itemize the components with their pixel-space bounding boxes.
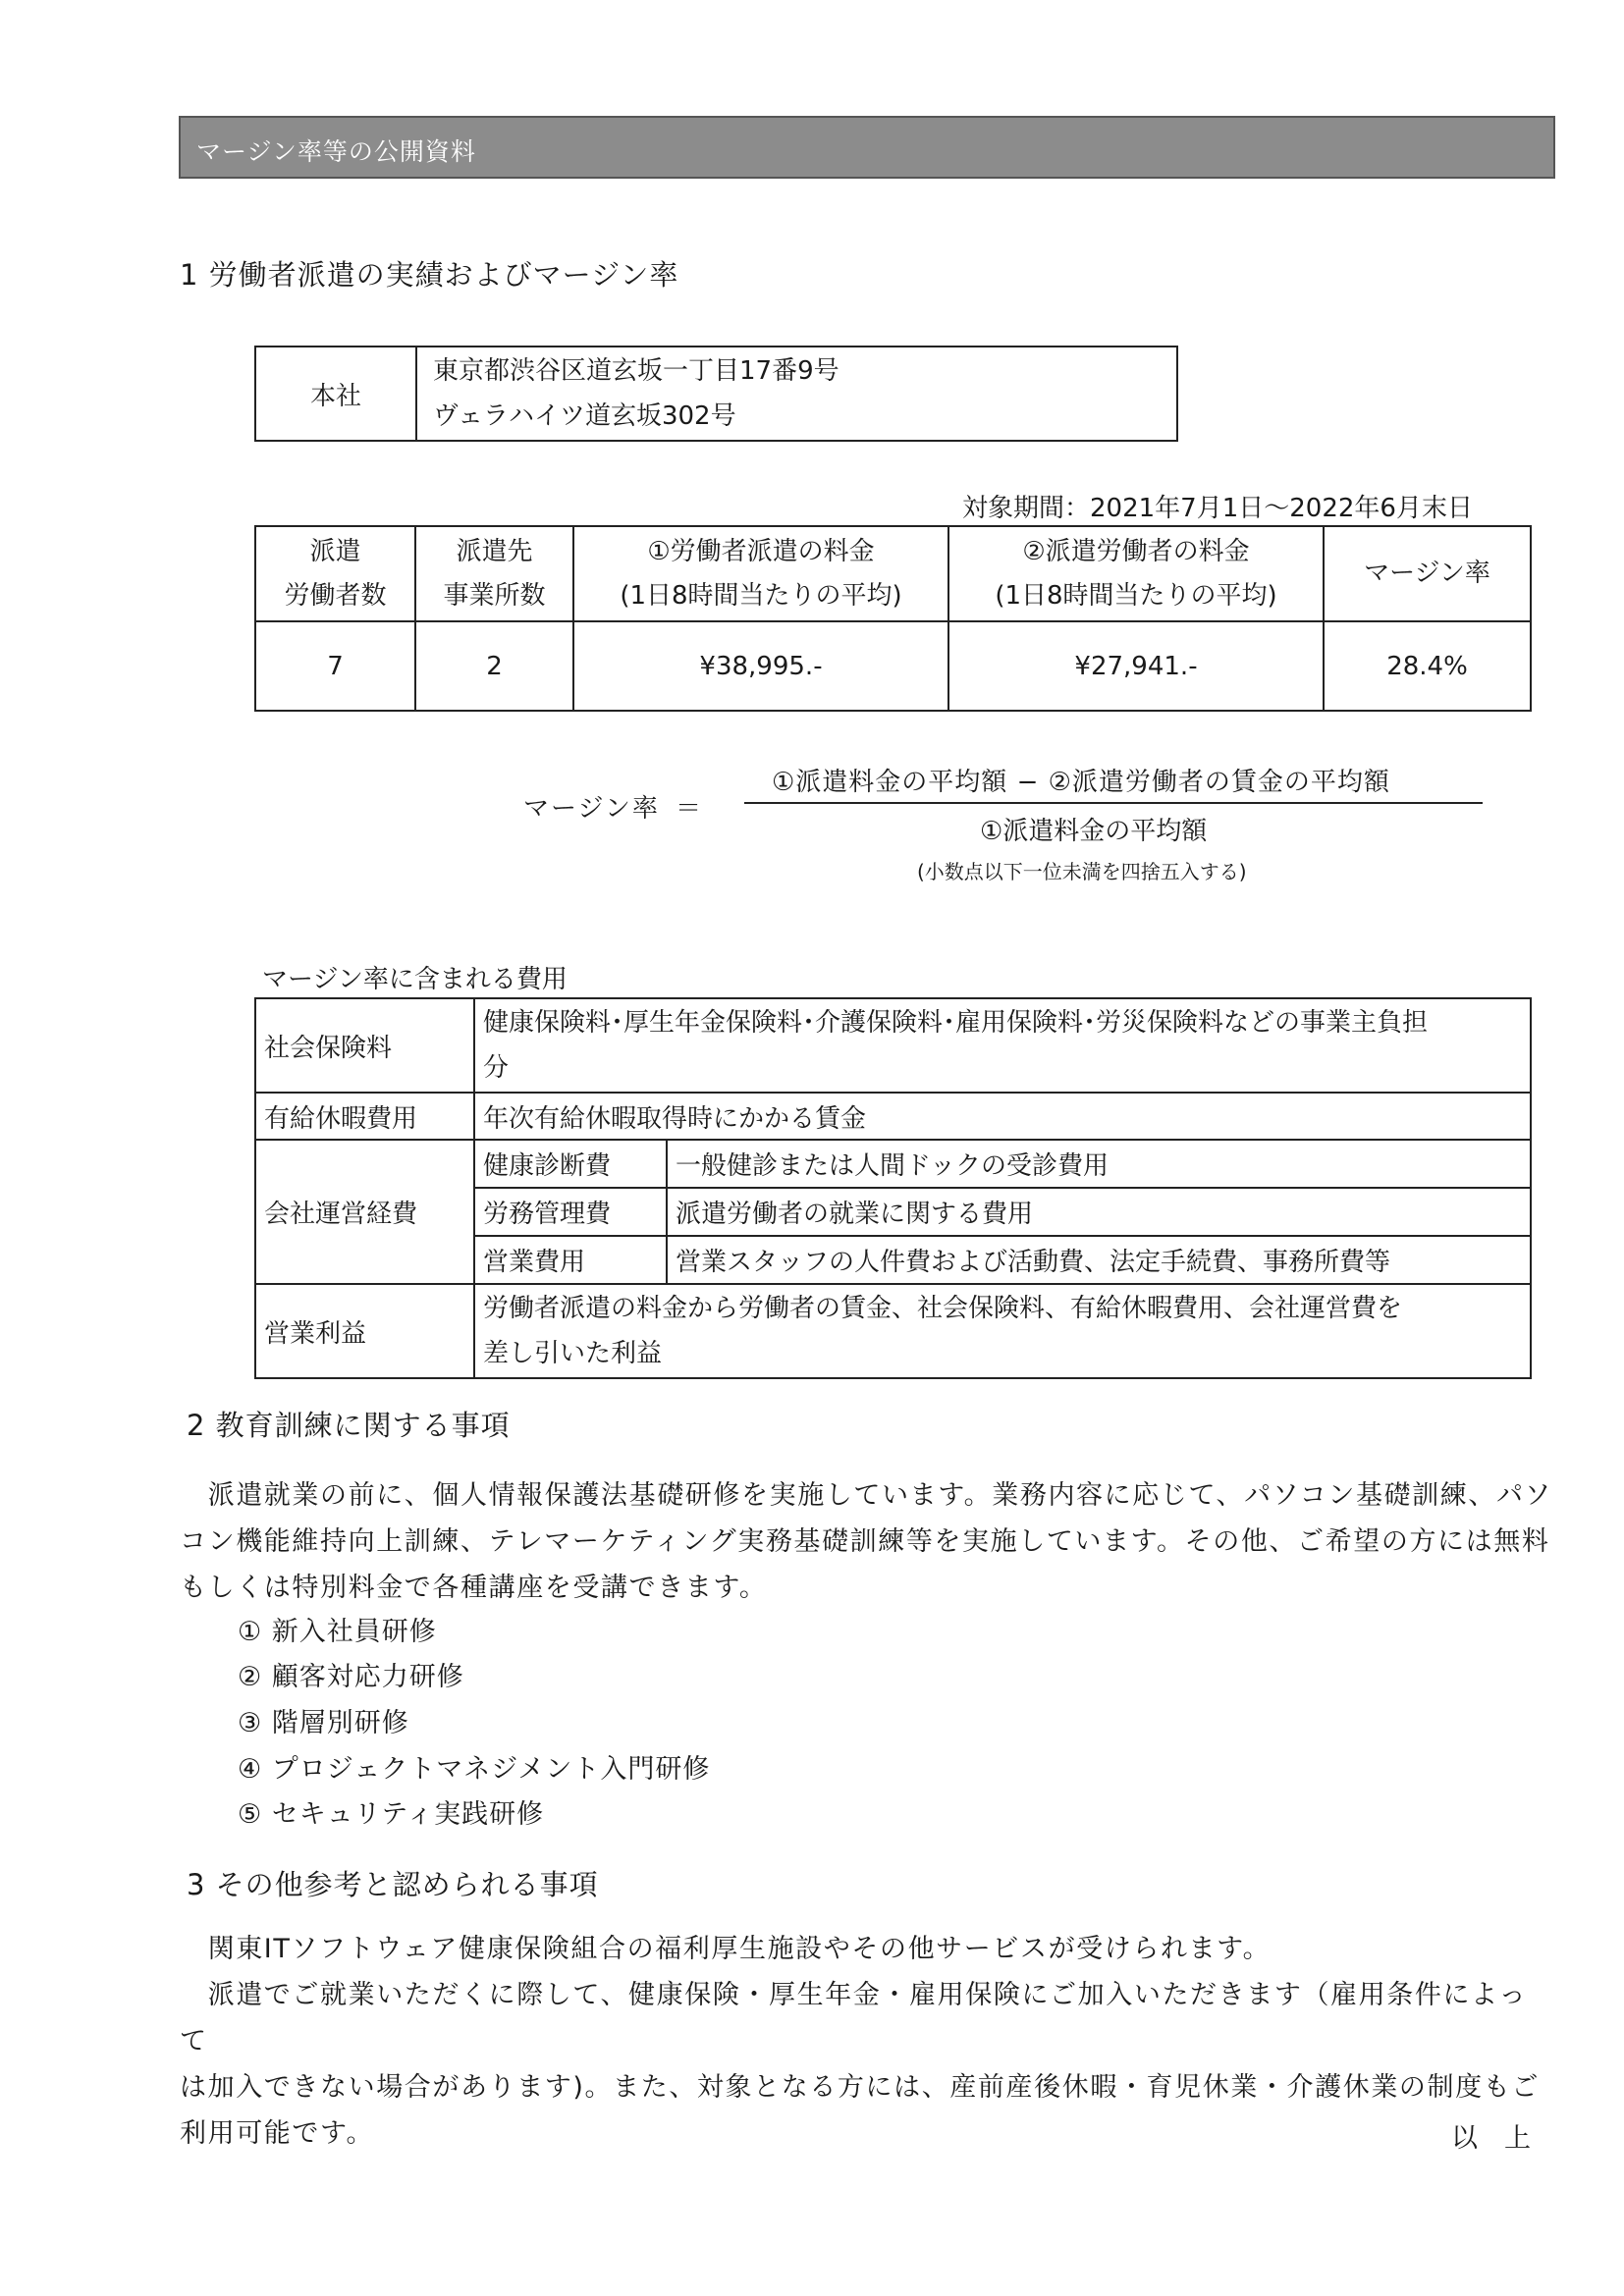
costs-label: 営業利益 — [255, 1284, 474, 1378]
header-margin-rate: マージン率 — [1324, 526, 1531, 621]
results-table — [254, 525, 1532, 712]
costs-subitem-name: 労務管理費 — [474, 1188, 667, 1236]
costs-desc-line: 差し引いた利益 — [483, 1339, 663, 1368]
costs-subitem-desc: 派遣労働者の就業に関する費用 — [667, 1188, 1531, 1236]
header-text: 事業所数 — [443, 580, 546, 611]
paragraph-line: 利用可能です。 — [180, 2118, 375, 2149]
costs-row-paid-leave — [255, 1093, 1531, 1140]
paragraph-line: もしくは特別料金で各種講座を受講できます。 — [180, 1573, 768, 1603]
value-dispatch-fee: ¥38,995.- — [573, 621, 948, 711]
formula-note: (小数点以下一位未満を四捨五入する) — [917, 860, 1247, 883]
costs-row-operating — [255, 1140, 1531, 1188]
training-item: ② 顧客対応力研修 — [238, 1662, 464, 1692]
costs-label: 有給休暇費用 — [255, 1093, 474, 1140]
formula-denominator: ①派遣料金の平均額 — [980, 817, 1208, 846]
document-header-bar — [179, 116, 1555, 179]
office-table — [254, 346, 1178, 442]
results-header-row — [255, 526, 1531, 621]
costs-subitem-name: 健康診断費 — [474, 1140, 667, 1188]
office-address-line1: 東京都渋谷区道玄坂一丁目17番9号 — [433, 356, 839, 386]
value-client-sites: 2 — [415, 621, 573, 711]
header-client-sites — [415, 526, 573, 621]
paragraph-line: 派遣でご就業いただくに際して、健康保険・厚生年金・雇用保険にご加入いただきます（雇用条件によって — [180, 1980, 1528, 2056]
formula-numerator: ①派遣料金の平均額 − ②派遣労働者の賃金の平均額 — [772, 768, 1390, 797]
costs-subitem-desc: 営業スタッフの人件費および活動費、法定手続費、事務所費等 — [667, 1236, 1531, 1284]
section-2-title: 2 教育訓練に関する事項 — [187, 1409, 511, 1442]
closing-remark: 以 上 — [1451, 2123, 1531, 2154]
document-title: マージン率等の公開資料 — [196, 137, 476, 166]
costs-row-profit — [255, 1284, 1531, 1378]
costs-desc — [474, 1284, 1531, 1378]
costs-desc — [474, 998, 1531, 1093]
header-dispatch-fee — [573, 526, 948, 621]
office-label: 本社 — [255, 347, 416, 441]
costs-subitem-desc: 一般健診または人間ドックの受診費用 — [667, 1140, 1531, 1188]
section-1-title: 1 労働者派遣の実績およびマージン率 — [180, 258, 679, 292]
paragraph-line: コン機能維持向上訓練、テレマーケティング実務基礎訓練等を実施しています。その他、ご希望の方には無料 — [180, 1526, 1550, 1557]
training-item: ① 新入社員研修 — [238, 1617, 437, 1647]
header-text: 派遣先 — [456, 536, 533, 566]
header-text: 労働者数 — [284, 580, 387, 611]
formula-equals: ＝ — [676, 794, 702, 824]
paragraph-line: は加入できない場合があります)。また、対象となる方には、産前産後休暇・育児休業・介護休業の制度もご — [180, 2072, 1540, 2103]
paragraph-line: 派遣就業の前に、個人情報保護法基礎研修を実施しています。業務内容に応じて、パソコン基礎訓練、パソ — [180, 1480, 1553, 1511]
period-label: 対象期間：2021年7月1日〜2022年6月末日 — [962, 494, 1473, 523]
value-worker-wage: ¥27,941.- — [948, 621, 1324, 711]
results-data-row — [255, 621, 1531, 711]
header-text: (1日8時間当たりの平均) — [620, 580, 902, 611]
office-address-line2: ヴェラハイツ道玄坂302号 — [433, 401, 736, 431]
header-dispatch-workers — [255, 526, 415, 621]
header-text: 派遣 — [309, 536, 361, 566]
training-item: ⑤ セキュリティ実践研修 — [238, 1799, 545, 1830]
costs-desc-line: 労働者派遣の料金から労働者の賃金、社会保険料、有給休暇費用、会社運営費を — [483, 1294, 1403, 1323]
training-item: ③ 階層別研修 — [238, 1708, 409, 1738]
costs-row-social-insurance — [255, 998, 1531, 1093]
costs-subitem-name: 営業費用 — [474, 1236, 667, 1284]
costs-table — [254, 997, 1532, 1379]
costs-desc: 年次有給休暇取得時にかかる賃金 — [474, 1093, 1531, 1140]
header-text: (1日8時間当たりの平均) — [995, 580, 1277, 611]
section-2-paragraph — [180, 1472, 1554, 1611]
costs-label: 社会保険料 — [255, 998, 474, 1093]
section-3-paragraph — [180, 1926, 1554, 2157]
section-3-title: 3 その他参考と認められる事項 — [187, 1868, 599, 1901]
header-worker-wage — [948, 526, 1324, 621]
costs-label: 会社運営経費 — [255, 1140, 474, 1284]
formula-lhs: マージン率 — [523, 794, 660, 824]
paragraph-line: 関東ITソフトウェア健康保険組合の福利厚生施設やその他サービスが受けられます。 — [180, 1934, 1272, 1964]
formula-fraction-line — [744, 802, 1483, 804]
costs-caption: マージン率に含まれる費用 — [262, 965, 568, 994]
costs-desc-line: 分 — [483, 1053, 510, 1083]
training-item: ④ プロジェクトマネジメント入門研修 — [238, 1754, 711, 1785]
costs-desc-line: 健康保険料･厚生年金保険料･介護保険料･雇用保険料･労災保険料などの事業主負担 — [483, 1008, 1429, 1038]
header-text: ①労働者派遣の料金 — [647, 536, 875, 566]
value-dispatch-workers: 7 — [255, 621, 415, 711]
header-text: ②派遣労働者の料金 — [1022, 536, 1250, 566]
value-margin-rate: 28.4% — [1324, 621, 1531, 711]
office-address — [416, 347, 1177, 441]
